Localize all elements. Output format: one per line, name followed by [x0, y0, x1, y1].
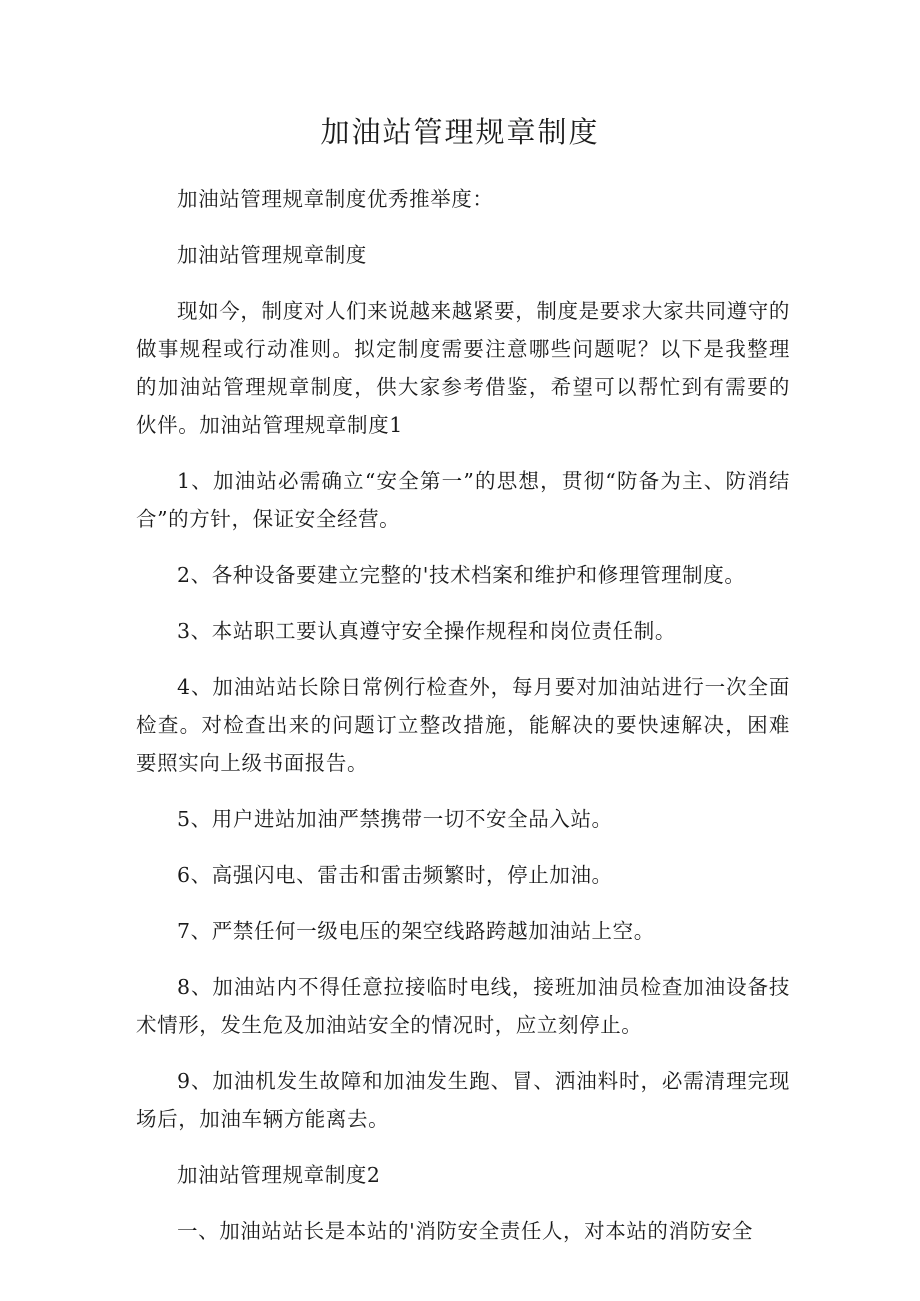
rule-item-6: 6、高强闪电、雷击和雷击频繁时，停止加油。: [177, 863, 613, 887]
rule-item-4: 4、加油站站长除日常例行检查外，每月要对加油站进行一次全面检查。对检查出来的问题订立整改措施，能解决的要快速解决，困难要照实向上级书面报告。: [136, 675, 790, 775]
rule-item-3: 3、本站职工要认真遵守安全操作规程和岗位责任制。: [177, 619, 676, 643]
section-heading-2: 加油站管理规章制度2: [177, 1163, 381, 1187]
document-body: [136, 180, 790, 1268]
rule-item-5: 5、用户进站加油严禁携带一切不安全品入站。: [177, 807, 613, 831]
rule-item-9: 9、加油机发生故障和加油发生跑、冒、洒油料时，必需清理完现场后，加油车辆方能离去。: [136, 1069, 790, 1131]
recommendation-line: 加油站管理规章制度优秀推举度：: [177, 187, 494, 211]
section-heading: 加油站管理规章制度: [177, 243, 367, 267]
intro-paragraph: 现如今，制度对人们来说越来越紧要，制度是要求大家共同遵守的做事规程或行动准则。拟定制度需要注意哪些问题呢？以下是我整理的加油站管理规章制度，供大家参考借鉴，希望可以帮忙到有需要的伙伴。加油站管理规章制度1: [136, 299, 790, 437]
rule-item-7: 7、严禁任何一级电压的架空线路跨越加油站上空。: [177, 919, 655, 943]
document-title: 加油站管理规章制度: [320, 115, 600, 149]
rule-item-2: 2、各种设备要建立完整的'技术档案和维护和修理管理制度。: [177, 563, 746, 587]
rule-item-8: 8、加油站内不得任意拉接临时电线，接班加油员检查加油设备技术情形，发生危及加油站安全的情况时，应立刻停止。: [136, 975, 790, 1037]
rule-item-1: 1、加油站必需确立“安全第一”的思想，贯彻“防备为主、防消结合”的方针，保证安全经营。: [136, 469, 790, 531]
rule-2-item-1: 一、加油站站长是本站的'消防安全责任人，对本站的消防安全: [177, 1219, 753, 1243]
